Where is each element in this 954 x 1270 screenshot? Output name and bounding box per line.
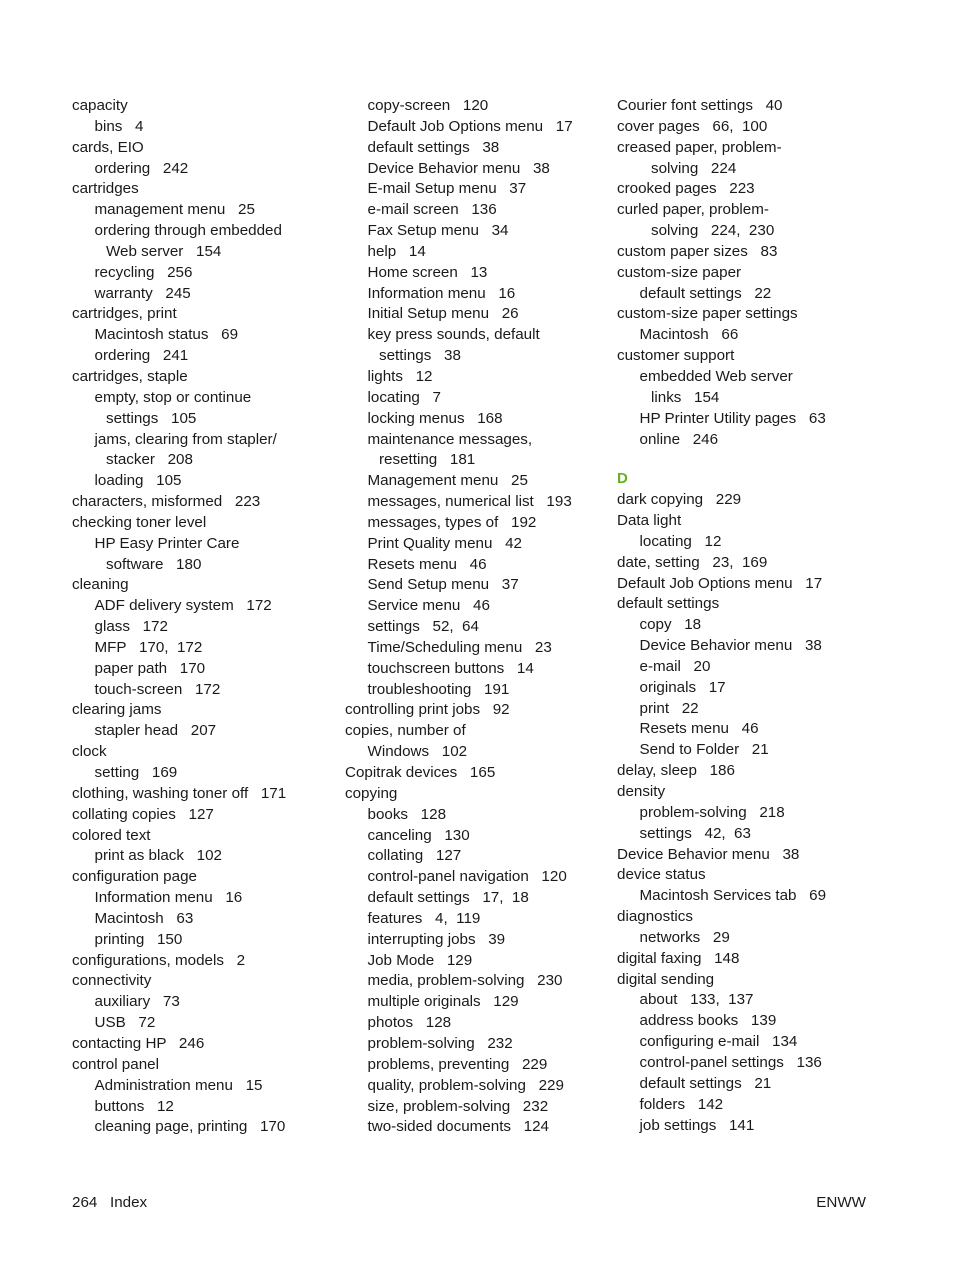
index-subentry: settings 105	[106, 409, 197, 427]
index-subentry: empty, stop or continue	[94, 388, 252, 406]
index-subentry: key press sounds, default	[367, 326, 540, 344]
index-subentry: glass 172	[94, 618, 168, 636]
index-entry: Courier font settings 40	[617, 97, 783, 114]
index-subentry: problem-solving 218	[639, 803, 785, 821]
index-subentry: Windows 102	[367, 743, 468, 761]
index-subentry: Fax Setup menu 34	[367, 222, 509, 240]
index-entry: contacting HP 246	[72, 1034, 205, 1052]
index-subentry: Management menu 25	[367, 472, 528, 490]
index-entry: cover pages 66, 100	[617, 117, 768, 135]
index-subentry: paper path 170	[94, 659, 206, 677]
index-subentry: default settings 22	[639, 284, 772, 302]
index-entry: configuration page	[72, 868, 197, 886]
index-subentry: HP Printer Utility pages 63	[639, 409, 826, 427]
index-subentry: print as black 102	[94, 847, 222, 865]
index-subentry: Job Mode 129	[367, 951, 473, 969]
index-entry: density	[617, 783, 666, 800]
index-subentry: originals 17	[639, 678, 726, 696]
index-subentry: ordering through embedded	[94, 222, 282, 240]
footer-page-label: 264 Index	[72, 1194, 148, 1211]
index-subentry: folders 142	[639, 1095, 724, 1113]
index-subentry: size, problem-solving 232	[367, 1097, 549, 1115]
index-subentry: embedded Web server	[639, 367, 793, 385]
index-subentry: networks 29	[639, 928, 730, 946]
index-subentry: messages, numerical list 193	[367, 493, 572, 511]
index-entry: customer support	[617, 347, 735, 365]
index-subentry: locking menus 168	[367, 409, 503, 427]
index-subentry: control-panel settings 136	[639, 1053, 822, 1071]
index-subentry: collating 127	[367, 847, 462, 865]
index-subentry: Default Job Options menu 17	[367, 117, 573, 135]
index-column-2	[345, 96, 605, 1138]
index-entry: Copitrak devices 165	[345, 764, 496, 781]
index-entry: Device Behavior menu 38	[617, 845, 800, 863]
index-subentry: solving 224	[651, 159, 737, 177]
index-subentry: loading 105	[94, 472, 182, 490]
index-subentry: books 128	[367, 805, 447, 823]
index-entry: clock	[72, 743, 107, 761]
index-subentry: solving 224, 230	[651, 222, 775, 240]
index-subentry: about 133, 137	[639, 991, 754, 1009]
index-subentry: Macintosh Services tab 69	[639, 887, 827, 905]
index-entry: connectivity	[72, 972, 152, 990]
index-entry: copying	[345, 784, 398, 802]
index-subentry: control-panel navigation 120	[367, 868, 567, 886]
index-subentry: media, problem-solving 230	[367, 972, 563, 990]
index-entry: cartridges, staple	[72, 367, 188, 385]
index-subentry: touchscreen buttons 14	[367, 659, 534, 677]
index-subentry: Device Behavior menu 38	[639, 637, 822, 655]
index-subentry: stacker 208	[106, 451, 193, 469]
index-subentry: address books 139	[639, 1012, 777, 1030]
index-subentry: copy 18	[639, 616, 702, 634]
index-subentry: ADF delivery system 172	[94, 597, 272, 615]
index-subentry: Send Setup menu 37	[367, 576, 519, 594]
index-entry: controlling print jobs 92	[345, 701, 510, 719]
index-entry: clearing jams	[72, 701, 162, 719]
index-entry: custom paper sizes 83	[617, 242, 778, 260]
index-entry: dark copying 229	[617, 491, 742, 509]
index-entry: collating copies 127	[72, 805, 214, 823]
index-entry: crooked pages 223	[617, 180, 755, 198]
index-subentry: interrupting jobs 39	[367, 930, 506, 948]
index-entry: creased paper, problem-	[617, 138, 782, 156]
index-entry: characters, misformed 223	[72, 493, 261, 511]
index-subentry: multiple originals 129	[367, 993, 519, 1011]
index-subentry: bins 4	[94, 117, 144, 135]
index-entry: date, setting 23, 169	[617, 553, 768, 571]
index-subentry: resetting 181	[379, 451, 476, 469]
index-entry: custom-size paper	[617, 263, 742, 281]
index-entry: digital faxing 148	[617, 949, 740, 967]
index-entry: curled paper, problem-	[617, 201, 769, 219]
index-subentry: Information menu 16	[94, 889, 243, 907]
index-entry: checking toner level	[72, 513, 207, 531]
index-subentry: e-mail screen 136	[367, 201, 497, 219]
index-subentry: warranty 245	[94, 284, 191, 302]
index-subentry: HP Easy Printer Care	[94, 534, 240, 552]
index-subentry: Web server 154	[106, 242, 222, 260]
index-entry: diagnostics	[617, 908, 693, 926]
index-subentry: maintenance messages,	[367, 430, 533, 448]
index-entry: default settings	[617, 595, 720, 613]
index-subentry: software 180	[106, 555, 202, 573]
index-entry: colored text	[72, 826, 151, 844]
index-entry: cleaning	[72, 576, 129, 594]
index-subentry: quality, problem-solving 229	[367, 1076, 564, 1094]
index-subentry: links 154	[651, 388, 720, 406]
index-subentry: online 246	[639, 430, 719, 448]
index-subentry: ordering 242	[94, 159, 189, 177]
index-subentry: Device Behavior menu 38	[367, 159, 550, 177]
footer-edition-label: ENWW	[816, 1194, 866, 1211]
index-subentry: default settings 17, 18	[367, 889, 529, 907]
index-subentry: messages, types of 192	[367, 513, 537, 531]
index-subentry: Service menu 46	[367, 597, 490, 615]
index-subentry: auxiliary 73	[94, 993, 180, 1011]
index-entry: cartridges	[72, 180, 139, 198]
index-subentry: two-sided documents 124	[367, 1118, 550, 1136]
index-subentry: settings 42, 63	[639, 824, 751, 842]
index-column-3	[617, 96, 917, 1136]
index-subentry: management menu 25	[94, 201, 255, 219]
index-subentry: cleaning page, printing 170	[94, 1118, 286, 1136]
index-subentry: lights 12	[367, 367, 433, 385]
index-subentry: touch-screen 172	[94, 680, 221, 698]
index-subentry: printing 150	[94, 930, 183, 948]
index-entry: copies, number of	[345, 722, 466, 740]
index-entry: Data light	[617, 512, 682, 530]
index-subentry: settings 38	[379, 347, 461, 365]
index-subentry: problems, preventing 229	[367, 1055, 548, 1073]
index-subentry: jams, clearing from stapler/	[94, 430, 277, 448]
index-subentry: locating 7	[367, 388, 441, 406]
index-subentry: configuring e-mail 134	[639, 1033, 798, 1051]
section-spacer	[617, 450, 917, 469]
index-entry: clothing, washing toner off 171	[72, 784, 287, 802]
index-subentry: MFP 170, 172	[94, 638, 203, 656]
index-entry: device status	[617, 866, 706, 884]
index-subentry: Resets menu 46	[367, 555, 487, 573]
index-subentry: setting 169	[94, 764, 178, 781]
index-subentry: Administration menu 15	[94, 1076, 263, 1094]
index-subentry: Macintosh 63	[94, 909, 194, 927]
index-column-1	[72, 96, 332, 1138]
index-subentry: recycling 256	[94, 263, 193, 281]
index-subentry: print 22	[639, 699, 699, 717]
index-subentry: copy-screen 120	[367, 97, 489, 114]
index-subentry: troubleshooting 191	[367, 680, 510, 698]
index-entry: cartridges, print	[72, 305, 177, 323]
index-subentry: problem-solving 232	[367, 1034, 513, 1052]
index-entry: delay, sleep 186	[617, 762, 735, 780]
index-entry: Default Job Options menu 17	[617, 574, 823, 592]
index-subentry: Send to Folder 21	[639, 741, 769, 759]
index-subentry: photos 128	[367, 1014, 452, 1032]
index-subentry: Time/Scheduling menu 23	[367, 638, 552, 656]
index-subentry: help 14	[367, 242, 426, 260]
index-subentry: Information menu 16	[367, 284, 516, 302]
index-subentry: default settings 38	[367, 138, 500, 156]
index-subentry: Print Quality menu 42	[367, 534, 522, 552]
index-subentry: default settings 21	[639, 1074, 772, 1092]
index-subentry: stapler head 207	[94, 722, 217, 740]
index-subentry: e-mail 20	[639, 657, 711, 675]
index-subentry: job settings 141	[639, 1116, 755, 1134]
index-entry: digital sending	[617, 970, 715, 988]
index-subentry: canceling 130	[367, 826, 470, 844]
section-letter-heading: D	[617, 470, 628, 488]
index-entry: cards, EIO	[72, 138, 144, 156]
index-subentry: locating 12	[639, 532, 722, 550]
index-subentry: features 4, 119	[367, 909, 481, 927]
index-subentry: Initial Setup menu 26	[367, 305, 519, 323]
index-entry: capacity	[72, 97, 128, 114]
index-subentry: settings 52, 64	[367, 618, 479, 636]
index-subentry: ordering 241	[94, 347, 189, 365]
index-entry: control panel	[72, 1055, 159, 1073]
index-subentry: USB 72	[94, 1014, 156, 1032]
index-subentry: Home screen 13	[367, 263, 488, 281]
index-subentry: E-mail Setup menu 37	[367, 180, 527, 198]
index-subentry: Resets menu 46	[639, 720, 759, 738]
index-subentry: buttons 12	[94, 1097, 174, 1115]
index-entry: configurations, models 2	[72, 951, 246, 969]
index-subentry: Macintosh status 69	[94, 326, 239, 344]
index-subentry: Macintosh 66	[639, 326, 739, 344]
index-entry: custom-size paper settings	[617, 305, 798, 323]
